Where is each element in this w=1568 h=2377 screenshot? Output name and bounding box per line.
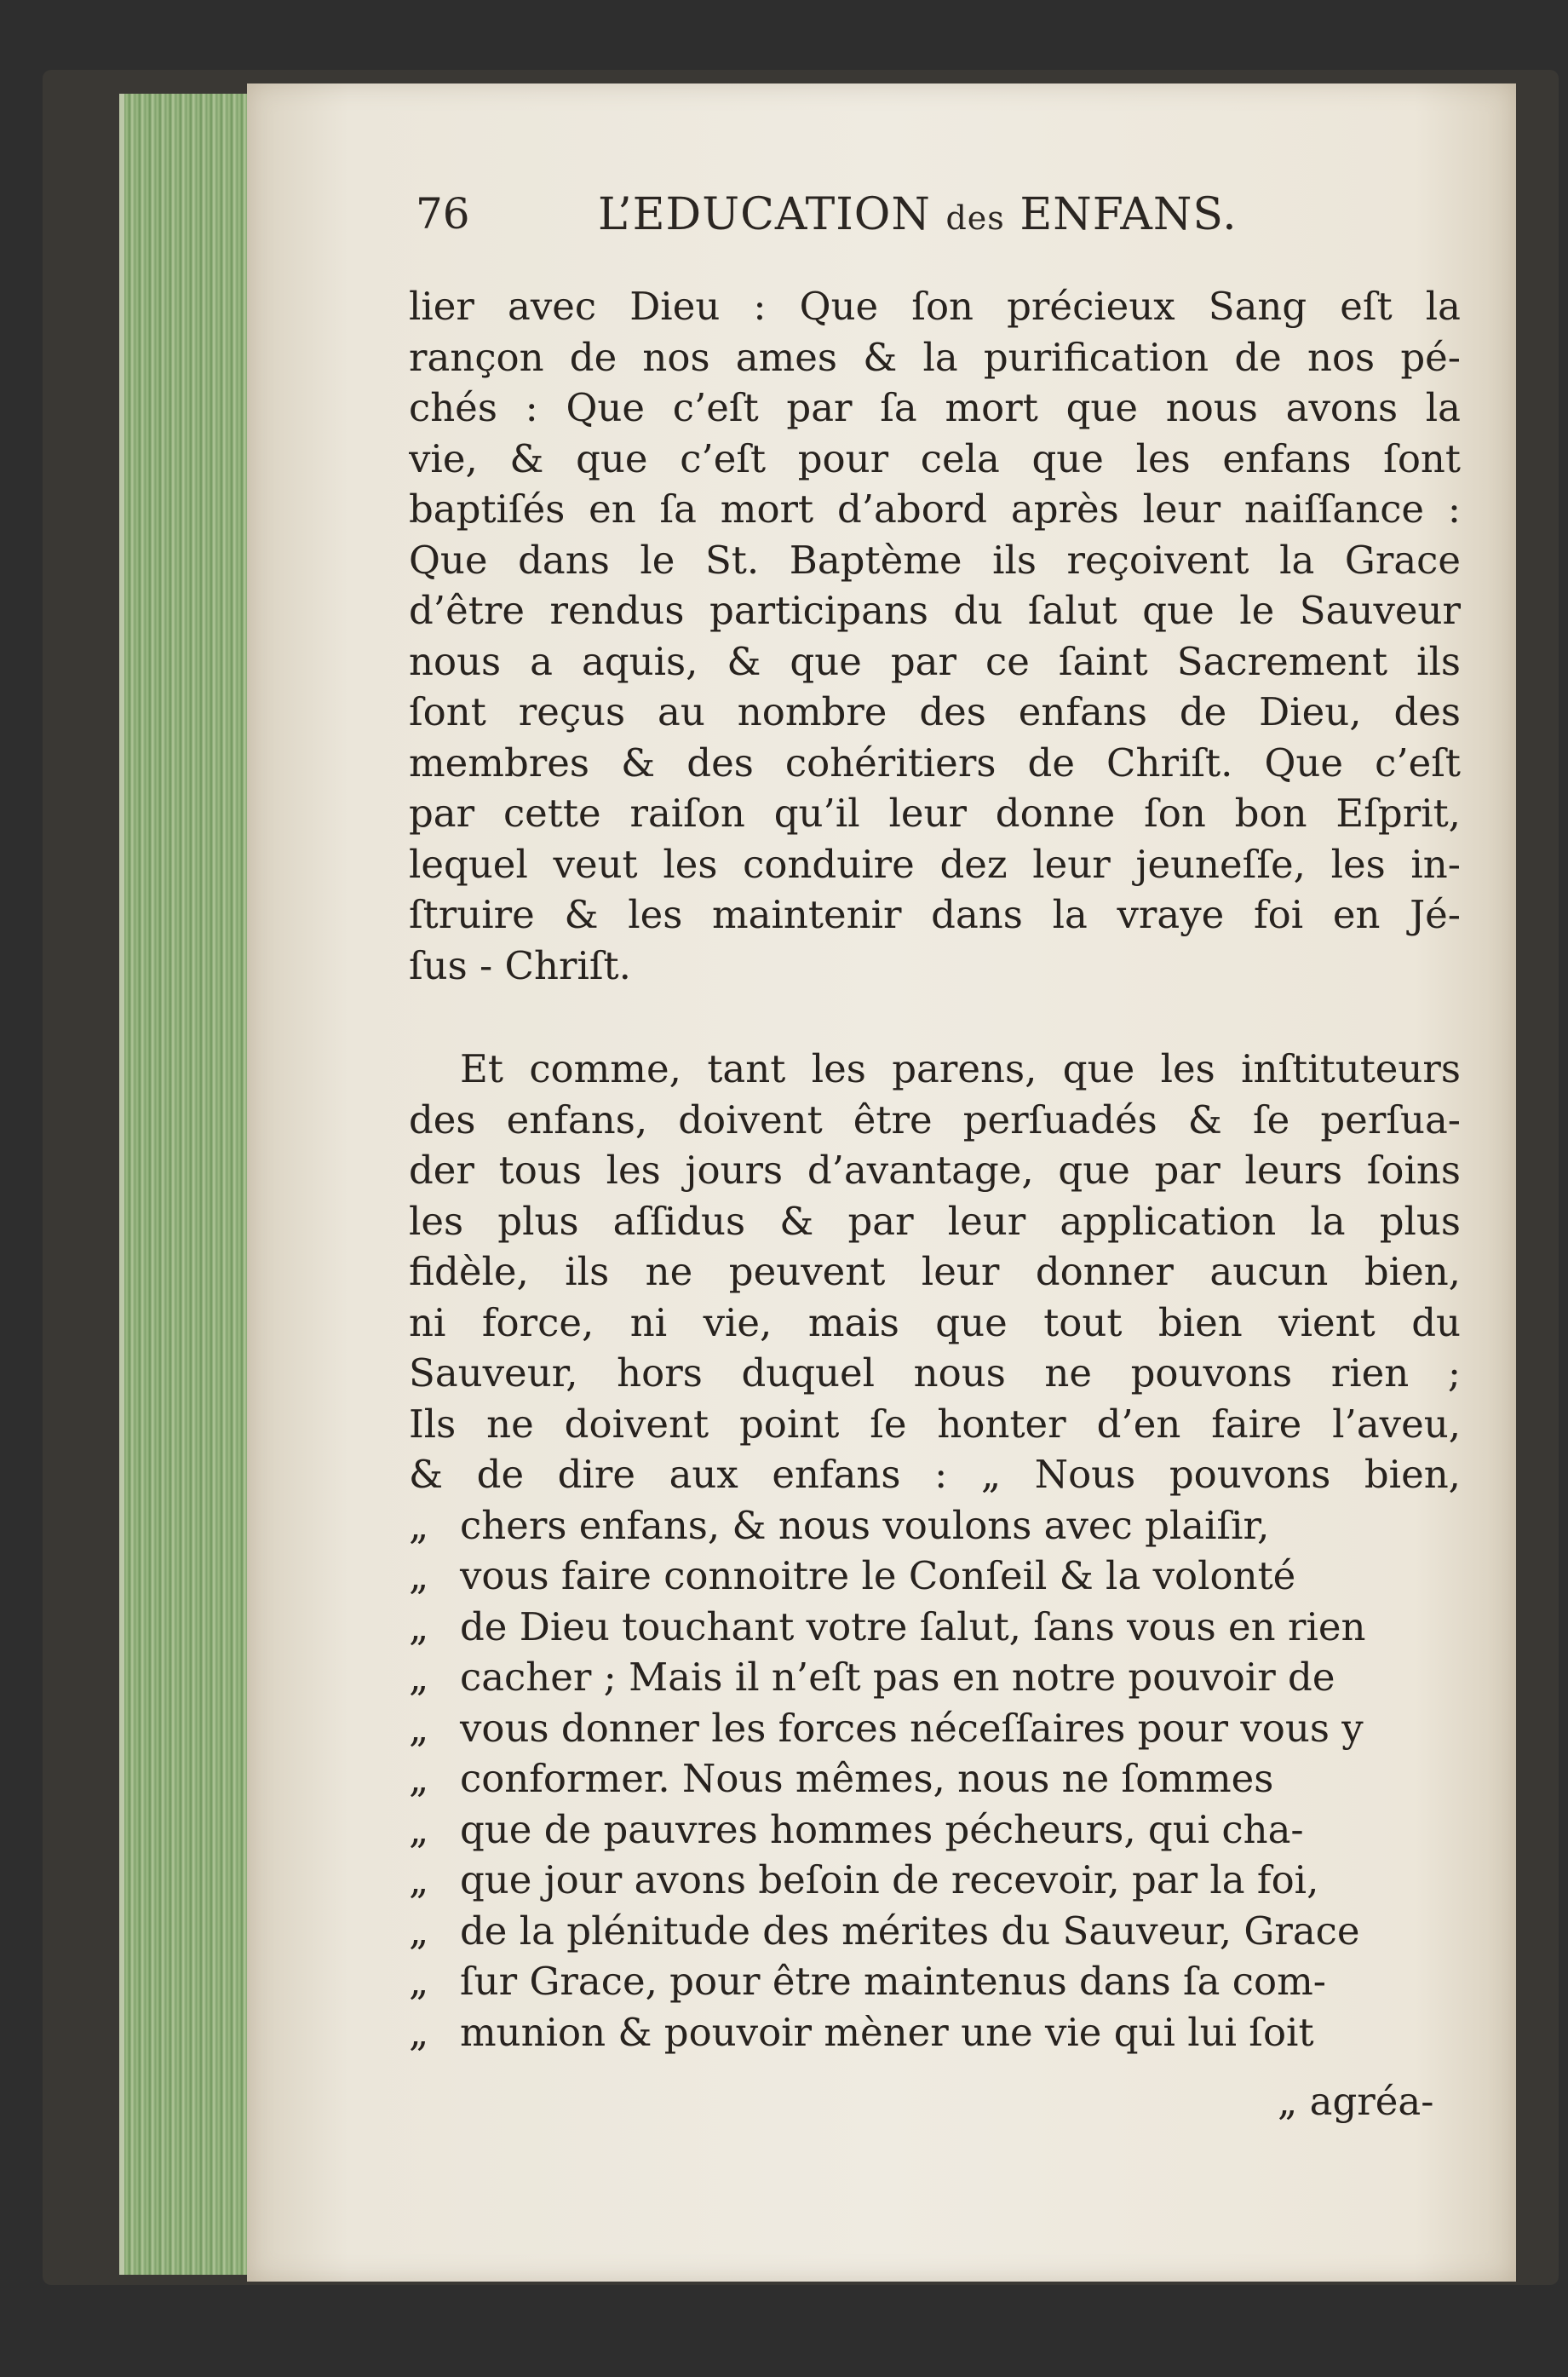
running-title: L’EDUCATION des ENFANS. (598, 189, 1238, 240)
text-line: ni force, ni vie, mais que tout bien vient du (409, 1299, 1461, 1345)
paragraph-2 (409, 1044, 1461, 1500)
quote-line (409, 1956, 1461, 2007)
page-number: 76 (416, 189, 470, 239)
text-line: & de dire aux enfans : „ Nous pouvons bien, (409, 1452, 1461, 1497)
quote-mark: „ (409, 1655, 429, 1700)
quote-mark: „ (409, 1756, 429, 1801)
text-line: ſtruire & les maintenir dans la vraye foi en Jé- (409, 892, 1461, 937)
quote-line (409, 1753, 1461, 1804)
quote-text: cacher ; Mais il n’eſt pas en notre pouvoir de (460, 1655, 1335, 1700)
quote-line (409, 1906, 1461, 1957)
text-line: der tous les jours d’avantage, que par leurs ſoins (409, 1148, 1461, 1193)
text-line: les plus aſſidus & par leur application la plus (409, 1198, 1461, 1244)
text-line: Ils ne doivent point ſe honter d’en faire l’aveu, (409, 1401, 1461, 1447)
text-line: Que dans le St. Baptème ils reçoivent la Grace (409, 537, 1461, 583)
quote-line (409, 1602, 1461, 1653)
text-line: ſus - Chriſt. (409, 942, 631, 988)
quote-mark: „ (409, 1908, 429, 1954)
quote-line (409, 1551, 1461, 1602)
paragraph-1 (409, 281, 1461, 991)
text-line: baptiſés en ſa mort d’abord après leur naiſſance : (409, 486, 1461, 532)
quote-text: conformer. Nous mêmes, nous ne ſommes (460, 1756, 1274, 1801)
running-header (416, 189, 1361, 257)
quote-mark: „ (409, 2009, 429, 2055)
paragraph-gap (409, 991, 1461, 1044)
text-line: d’être rendus participans du ſalut que le Sauveur (409, 588, 1461, 633)
quote-mark: „ (409, 1806, 429, 1852)
text-line: vie, & que c’eſt pour cela que les enfans ſont (409, 435, 1461, 481)
quote-mark: „ (409, 1705, 429, 1751)
text-line: membres & des cohéritiers de Chriſt. Que c’eſt (409, 740, 1461, 786)
catchword: „ agréa- (1278, 2079, 1434, 2124)
text-line: lier avec Dieu : Que ſon précieux Sang eſt la (409, 284, 1461, 329)
text-line: Sauveur, hors duquel nous ne pouvons rien ; (409, 1350, 1461, 1396)
quote-line (409, 1804, 1461, 1856)
quote-mark: „ (409, 1857, 429, 1902)
quote-line (409, 2007, 1461, 2058)
quote-text: que de pauvres hommes pécheurs, qui cha- (460, 1806, 1304, 1852)
text-line: nous a aquis, & que par ce ſaint Sacrement ils (409, 638, 1461, 684)
text-line: lequel veut les conduire dez leur jeuneſſe, les in- (409, 841, 1461, 887)
quote-text: de la plénitude des mérites du Sauveur, Grace (460, 1908, 1360, 1954)
quote-text: munion & pouvoir mèner une vie qui lui ſoit (460, 2009, 1314, 2055)
text-line: chés : Que c’eſt par ſa mort que nous avons la (409, 385, 1461, 430)
text-line: par cette raiſon qu’il leur donne ſon bon Eſprit, (409, 791, 1461, 836)
quote-line (409, 1652, 1461, 1703)
quote-mark: „ (409, 1603, 429, 1649)
text-line: Et comme, tant les parens, que les inſtituteurs (460, 1046, 1461, 1091)
quote-text: vous donner les forces néceſſaires pour vous y (460, 1705, 1364, 1751)
text-line: rançon de nos ames & la purification de nos pé- (409, 334, 1461, 380)
quote-text: que jour avons beſoin de recevoir, par la foi, (460, 1857, 1319, 1902)
quote-line (409, 1703, 1461, 1754)
quote-text: de Dieu touchant votre ſalut, ſans vous en rien (460, 1603, 1366, 1649)
quote-mark: „ (409, 1553, 429, 1598)
quote-line (409, 1855, 1461, 1906)
quote-mark: „ (409, 1502, 429, 1548)
quote-text: vous faire connoitre le Conſeil & la volonté (460, 1553, 1296, 1598)
quote-text: ſur Grace, pour être maintenus dans ſa com- (460, 1959, 1326, 2004)
page-edges (119, 94, 261, 2275)
quote-line (409, 1500, 1461, 1551)
quoted-passage (409, 1500, 1461, 2058)
quote-text: chers enfans, & nous voulons avec plaiſir, (460, 1502, 1270, 1548)
body-text (409, 281, 1461, 2058)
text-line: ſont reçus au nombre des enfans de Dieu, des (409, 689, 1461, 734)
text-line: fidèle, ils ne peuvent leur donner aucun bien, (409, 1249, 1461, 1294)
text-line: des enfans, doivent être perſuadés & ſe perſua- (409, 1096, 1461, 1142)
quote-mark: „ (409, 1959, 429, 2004)
